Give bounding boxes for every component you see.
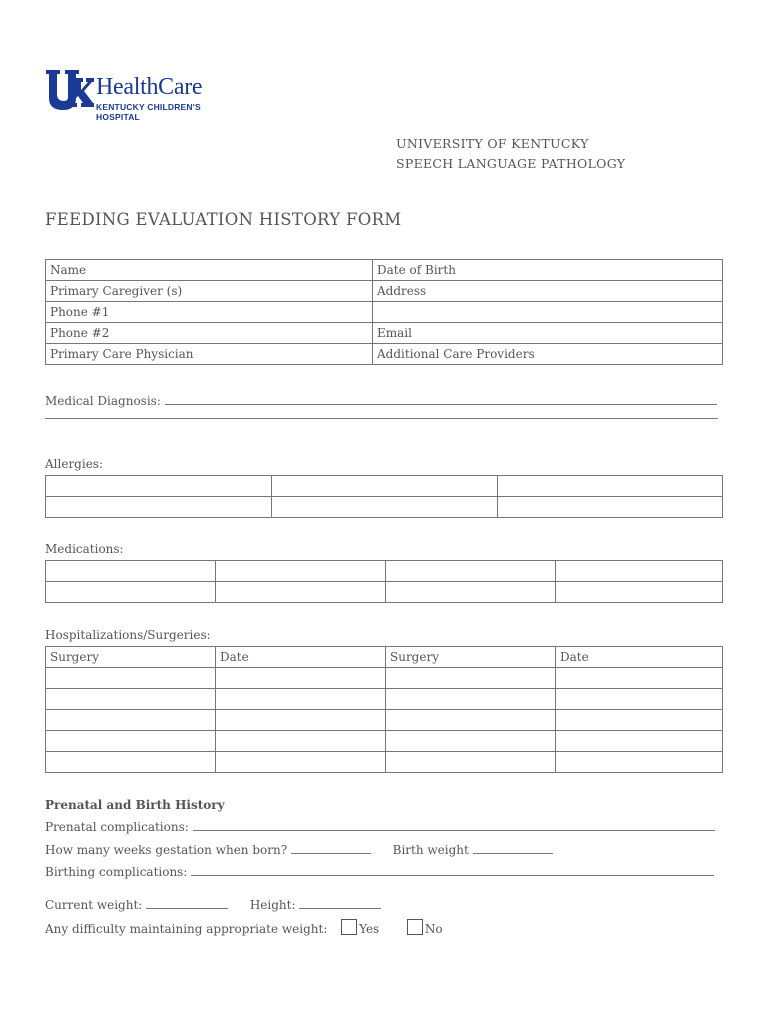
header-surgery-2: Surgery [386, 647, 556, 668]
medication-cell[interactable] [46, 561, 216, 582]
cell[interactable] [386, 731, 556, 752]
cell[interactable] [386, 710, 556, 731]
current-weight-label: Current weight: [45, 898, 143, 912]
birthing-complications-label: Birthing complications: [45, 865, 188, 879]
cell[interactable] [216, 668, 386, 689]
cell[interactable] [556, 689, 723, 710]
brand-subtitle-1: KENTUCKY CHILDREN'S [96, 102, 201, 112]
weight-difficulty-row [45, 919, 443, 936]
medications-table [45, 560, 723, 603]
table-header-row [46, 647, 723, 668]
prenatal-complications-line[interactable] [193, 820, 715, 831]
dob-field[interactable]: Date of Birth [373, 260, 723, 281]
table-row [46, 281, 723, 302]
allergy-cell[interactable] [272, 476, 498, 497]
table-row [46, 476, 723, 497]
phone1-field[interactable]: Phone #1 [46, 302, 373, 323]
medication-cell[interactable] [46, 582, 216, 603]
hospitalizations-label: Hospitalizations/Surgeries: [45, 628, 211, 642]
header-surgery: Surgery [46, 647, 216, 668]
table-row [46, 302, 723, 323]
prenatal-complications-label: Prenatal complications: [45, 820, 189, 834]
cell[interactable] [556, 752, 723, 773]
birth-weight-line[interactable] [473, 843, 553, 854]
weight-height-row [45, 898, 381, 912]
table-row [46, 731, 723, 752]
allergies-table [45, 475, 723, 518]
yes-label: Yes [359, 922, 380, 936]
table-row [46, 689, 723, 710]
address-field[interactable]: Address [373, 281, 723, 302]
medication-cell[interactable] [386, 561, 556, 582]
phone2-field[interactable]: Phone #2 [46, 323, 373, 344]
medications-label: Medications: [45, 542, 124, 556]
table-row [46, 668, 723, 689]
allergy-cell[interactable] [46, 476, 272, 497]
brand-subtitle-2: HOSPITAL [96, 112, 140, 122]
table-row [46, 561, 723, 582]
allergies-label: Allergies: [45, 457, 104, 471]
height-label: Height: [249, 898, 296, 912]
caregiver-field[interactable]: Primary Caregiver (s) [46, 281, 373, 302]
table-row [46, 260, 723, 281]
email-field[interactable]: Email [373, 323, 723, 344]
cell[interactable] [216, 731, 386, 752]
table-row [46, 323, 723, 344]
table-row [46, 710, 723, 731]
medication-cell[interactable] [216, 582, 386, 603]
patient-info-table [45, 259, 723, 365]
gestation-line[interactable] [291, 843, 371, 854]
physician-field[interactable]: Primary Care Physician [46, 344, 373, 365]
name-field[interactable]: Name [46, 260, 373, 281]
medical-diagnosis-line-2[interactable] [45, 418, 718, 419]
allergy-cell[interactable] [498, 497, 723, 518]
table-row [46, 344, 723, 365]
gestation-label: How many weeks gestation when born? [45, 843, 288, 857]
cell[interactable] [46, 668, 216, 689]
logo [44, 68, 234, 124]
table-row [46, 582, 723, 603]
table-row [46, 497, 723, 518]
prenatal-heading: Prenatal and Birth History [45, 798, 225, 812]
allergy-cell[interactable] [498, 476, 723, 497]
header-date: Date [216, 647, 386, 668]
current-weight-line[interactable] [146, 898, 228, 909]
cell[interactable] [216, 689, 386, 710]
medical-diagnosis-line[interactable] [165, 394, 717, 405]
cell[interactable] [216, 752, 386, 773]
uk-logo-icon [44, 68, 94, 112]
medication-cell[interactable] [556, 561, 723, 582]
medication-cell[interactable] [386, 582, 556, 603]
yes-checkbox[interactable] [341, 919, 357, 935]
medication-cell[interactable] [216, 561, 386, 582]
medical-diagnosis-row [45, 394, 717, 408]
address-field-2[interactable] [373, 302, 723, 323]
organization-block [396, 134, 625, 174]
medication-cell[interactable] [556, 582, 723, 603]
cell[interactable] [556, 731, 723, 752]
no-checkbox[interactable] [407, 919, 423, 935]
cell[interactable] [386, 668, 556, 689]
cell[interactable] [46, 689, 216, 710]
birthing-complications-line[interactable] [191, 865, 714, 876]
prenatal-complications-row [45, 820, 715, 834]
medical-diagnosis-label: Medical Diagnosis: [45, 394, 161, 408]
table-row [46, 752, 723, 773]
birth-weight-label: Birth weight [392, 843, 469, 857]
cell[interactable] [216, 710, 386, 731]
cell[interactable] [46, 731, 216, 752]
header-date-2: Date [556, 647, 723, 668]
care-providers-field[interactable]: Additional Care Providers [373, 344, 723, 365]
org-line-1: UNIVERSITY OF KENTUCKY [396, 136, 589, 151]
allergy-cell[interactable] [46, 497, 272, 518]
birthing-complications-row [45, 865, 714, 879]
cell[interactable] [386, 689, 556, 710]
org-line-2: SPEECH LANGUAGE PATHOLOGY [396, 156, 626, 171]
cell[interactable] [46, 710, 216, 731]
cell[interactable] [556, 710, 723, 731]
allergy-cell[interactable] [272, 497, 498, 518]
cell[interactable] [386, 752, 556, 773]
gestation-row [45, 843, 553, 857]
hospitalizations-table [45, 646, 723, 773]
no-label: No [424, 922, 443, 936]
height-line[interactable] [299, 898, 381, 909]
brand-name: HealthCare [96, 74, 203, 100]
weight-difficulty-label: Any difficulty maintaining appropriate weight: [45, 922, 328, 936]
form-title: FEEDING EVALUATION HISTORY FORM [45, 210, 402, 229]
cell[interactable] [556, 668, 723, 689]
cell[interactable] [46, 752, 216, 773]
